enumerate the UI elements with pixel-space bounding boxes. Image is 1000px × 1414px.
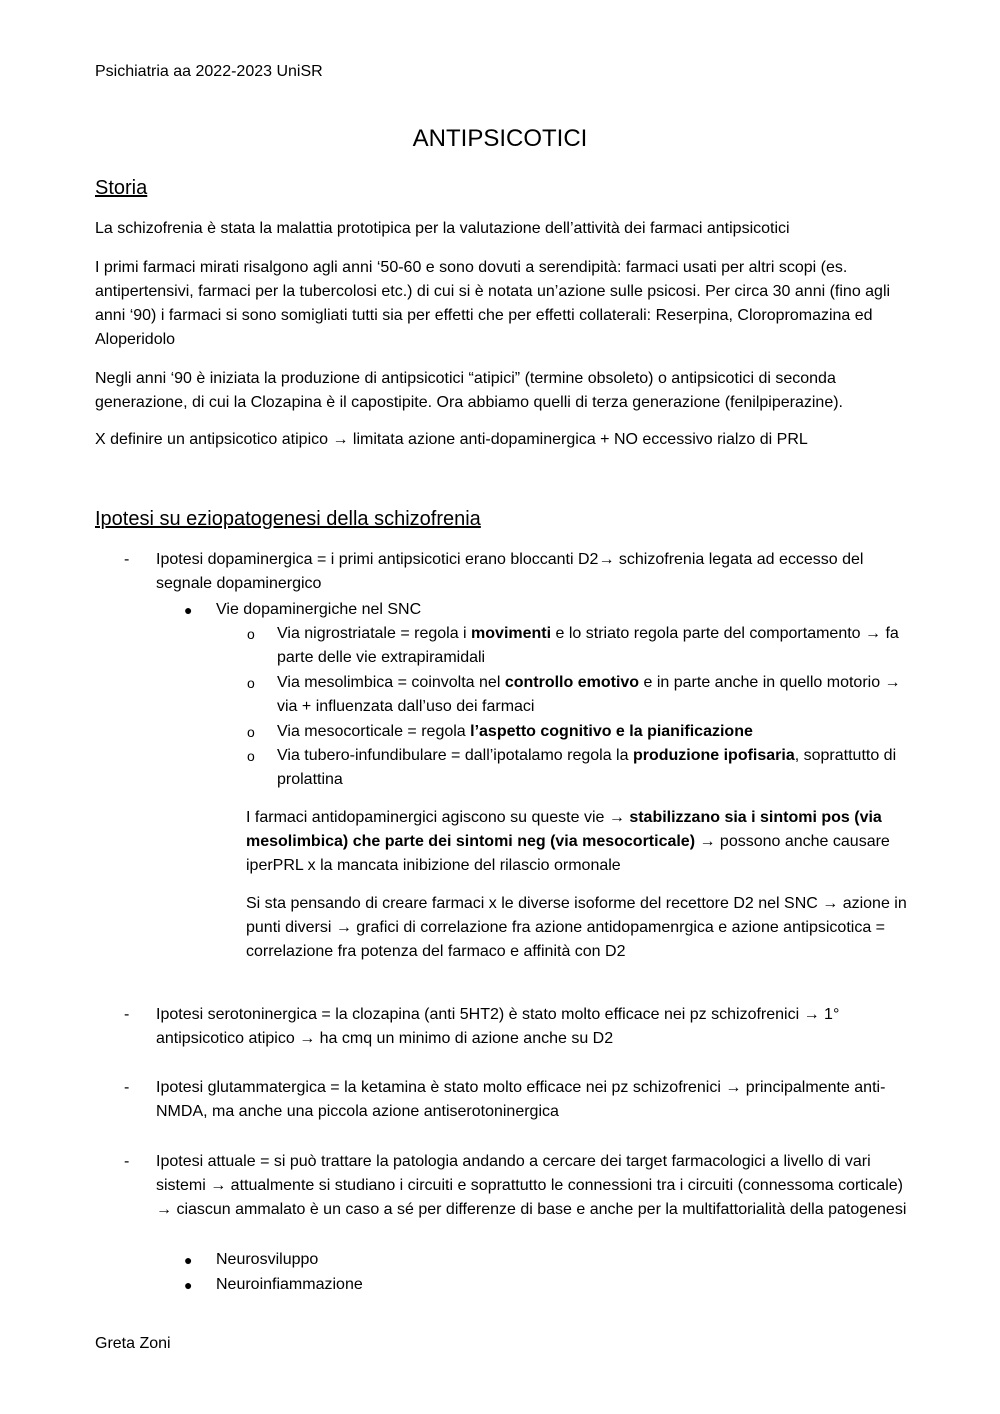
list-dash: - xyxy=(124,1153,130,1170)
page-header: Psichiatria aa 2022-2023 UniSR xyxy=(95,63,323,80)
page-title: ANTIPSICOTICI xyxy=(412,125,588,152)
ipotesi-dopaminergica: Ipotesi dopaminergica = i primi antipsicotici erano bloccanti D2→ schizofrenia legata ad eccesso del segnale dopaminergico xyxy=(156,551,864,592)
list-item-neurosviluppo: Neurosviluppo xyxy=(216,1251,319,1268)
list-dash: - xyxy=(124,551,130,568)
circle-bullet-icon: o xyxy=(247,724,255,740)
via-mesocorticale: Via mesocorticale = regola l’aspetto cognitivo e la pianificazione xyxy=(277,723,753,740)
circle-bullet-icon: o xyxy=(247,675,255,691)
via-mesolimbica: Via mesolimbica = coinvolta nel controllo emotivo e in parte anche in quello motorio → via + influenzata dall’uso dei farmaci xyxy=(277,674,901,715)
storia-paragraph-2: I primi farmaci mirati risalgono agli anni ‘50-60 e sono dovuti a serendipità: farmaci usati per altri scopi (es. antipertensivi, farmaci per la tubercolosi etc.) di cui si è notata un’azione sulle psicosi. Per circa 30 anni (fino agli anni ‘90) i farmaci si sono somigliati tutti sia per effetti che per effetti collaterali: Reserpina, Cloropromazina ed Aloperidolo xyxy=(95,259,891,348)
circle-bullet-icon: o xyxy=(247,626,255,642)
ipotesi-glutammatergica: Ipotesi glutammatergica = la ketamina è stato molto efficace nei pz schizofrenici → principalmente anti-NMDA, ma anche una piccola azione antiserotoninergica xyxy=(156,1079,886,1120)
storia-paragraph-3: Negli anni ‘90 è iniziata la produzione di antipsicotici “atipici” (termine obsoleto) o antipsicotici di seconda generazione, di cui la Clozapina è il capostipite. Ora abbiamo quelli di terza generazione (fenilpiperazine). xyxy=(95,370,843,411)
storia-paragraph-4: X definire un antipsicotico atipico → limitata azione anti-dopaminergica + NO eccessivo rialzo di PRL xyxy=(95,431,808,448)
ipotesi-serotoninergica: Ipotesi serotoninergica = la clozapina (anti 5HT2) è stato molto efficace nei pz schizofrenici → 1° antipsicotico atipico → ha cmq un minimo di azione anche su D2 xyxy=(156,1006,840,1047)
section-heading-ipotesi: Ipotesi su eziopatogenesi della schizofrenia xyxy=(95,508,481,530)
list-item-neuroinfiammazione: Neuroinfiammazione xyxy=(216,1276,363,1293)
list-dash: - xyxy=(124,1079,130,1096)
isoforme-d2-paragraph: Si sta pensando di creare farmaci x le diverse isoforme del recettore D2 nel SNC → azione in punti diversi → grafici di correlazione fra azione antidopamenrgica e azione antipsicotica = correlazione fra potenza del farmaco e affinità con D2 xyxy=(246,895,907,960)
storia-paragraph-1: La schizofrenia è stata la malattia prototipica per la valutazione dell’attività dei farmaci antipsicotici xyxy=(95,220,790,237)
bullet-icon: ● xyxy=(184,1252,193,1268)
via-tubero-infundibulare: Via tubero-infundibulare = dall’ipotalamo regola la produzione ipofisaria, soprattutto di prolattina xyxy=(277,747,897,788)
page-footer: Greta Zoni xyxy=(95,1335,171,1352)
bullet-icon: ● xyxy=(184,602,193,618)
via-nigrostriatale: Via nigrostriatale = regola i movimenti e lo striato regola parte del comportamento → fa parte delle vie extrapiramidali xyxy=(277,625,899,666)
farmaci-antidopaminergici-paragraph: I farmaci antidopaminergici agiscono su queste vie → stabilizzano sia i sintomi pos (via mesolimbica) che parte dei sintomi neg (via mesocorticale) → possono anche causare iperPRL x la mancata inibizione del rilascio ormonale xyxy=(246,809,890,874)
vie-dopaminergiche-label: Vie dopaminergiche nel SNC xyxy=(216,601,422,618)
section-heading-storia: Storia xyxy=(95,177,148,199)
circle-bullet-icon: o xyxy=(247,748,255,764)
list-dash: - xyxy=(124,1006,130,1023)
ipotesi-attuale: Ipotesi attuale = si può trattare la patologia andando a cercare dei target farmacologici a livello di vari sistemi → attualmente si studiano i circuiti e soprattutto le connessioni tra i circuiti (connessoma corticale) → ciascun ammalato è un caso a sé per differenze di base e anche per la multifattorialità della patogenesi xyxy=(156,1153,907,1218)
bullet-icon: ● xyxy=(184,1277,193,1293)
